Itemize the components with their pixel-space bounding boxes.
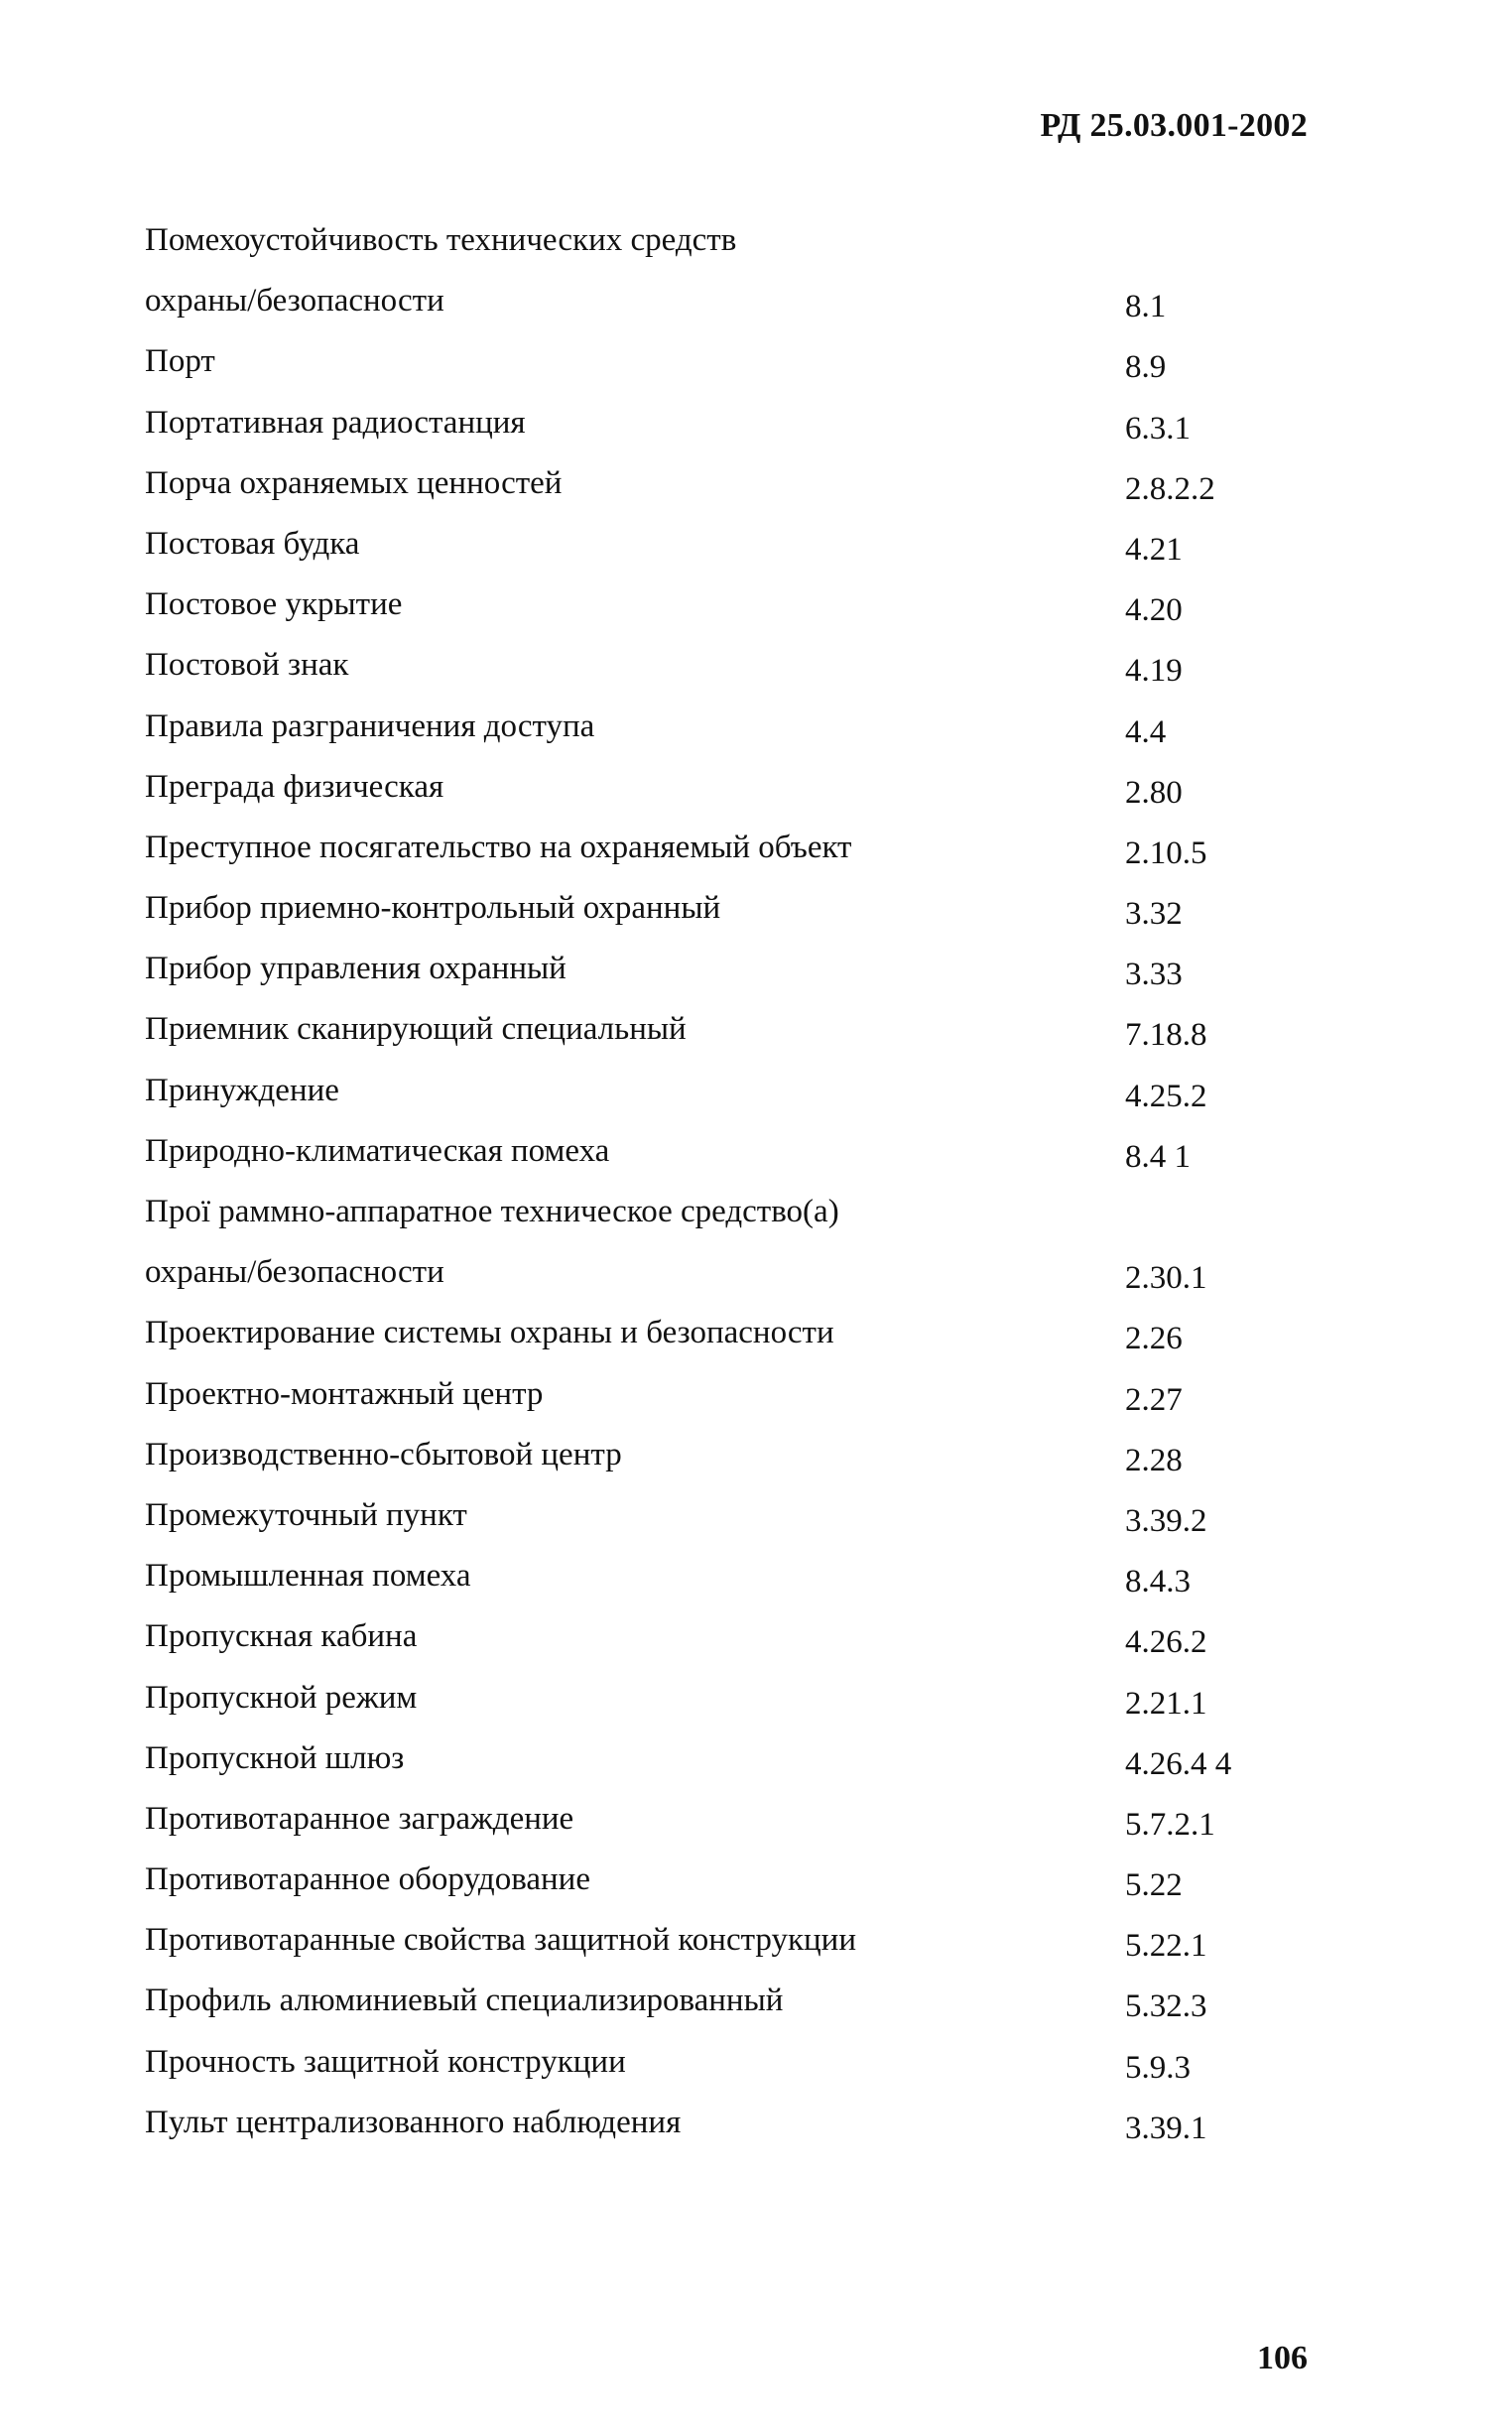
- entry-term: Преступное посягательство на охраняемый объект: [145, 829, 852, 865]
- entry-term: Прої раммно-аппаратное техническое средство(а): [145, 1194, 839, 1229]
- entry-section-ref: 4.19: [1125, 653, 1183, 690]
- entry-term: Принуждение: [145, 1072, 339, 1108]
- index-entry: [145, 1303, 1276, 1363]
- entry-section-ref: 5.22.1: [1125, 1928, 1207, 1965]
- entry-term: Пропускная кабина: [145, 1618, 418, 1655]
- entry-term: Проектирование системы охраны и безопасности: [145, 1315, 834, 1351]
- entry-section-ref: 5.32.3: [1125, 1988, 1207, 2025]
- index-entry: [145, 1121, 1276, 1182]
- entry-term: Порча охраняемых ценностей: [145, 464, 563, 501]
- entry-section-ref: 2.8.2.2: [1125, 470, 1215, 507]
- entry-term: Прибор управления охранный: [145, 951, 567, 987]
- entry-section-ref: 4.25.2: [1125, 1078, 1207, 1114]
- entry-section-ref: 2.26: [1125, 1321, 1183, 1357]
- entry-section-ref: 4.21: [1125, 531, 1183, 568]
- entry-term: Постовой знак: [145, 647, 349, 684]
- entry-section-ref: 2.21.1: [1125, 1685, 1207, 1722]
- index-entry: [145, 1425, 1276, 1485]
- index-entry: [145, 1061, 1276, 1121]
- entry-section-ref: 6.3.1: [1125, 410, 1191, 447]
- index-entry: [145, 818, 1276, 878]
- entry-term: Промежуточный пункт: [145, 1496, 467, 1533]
- entry-term: Пульт централизованного наблюдения: [145, 2104, 682, 2140]
- entry-term: Прочность защитной конструкции: [145, 2043, 626, 2080]
- entry-section-ref: 8.9: [1125, 349, 1167, 386]
- index-entry: [145, 1364, 1276, 1425]
- index-entry: [145, 1668, 1276, 1728]
- index-entry: [145, 1546, 1276, 1606]
- entry-term: Прибор приемно-контрольный охранный: [145, 890, 721, 927]
- entry-term: Правила разграничения доступа: [145, 707, 595, 744]
- entry-section-ref: 2.10.5: [1125, 834, 1207, 871]
- index-entry: [145, 939, 1276, 999]
- entry-section-ref: 3.39.2: [1125, 1502, 1207, 1539]
- index-entry: [145, 331, 1276, 392]
- index-entry: [145, 393, 1276, 453]
- entry-term: Портативная радиостанция: [145, 404, 526, 441]
- index-entry: [145, 1728, 1276, 1789]
- entry-section-ref: 5.9.3: [1125, 2049, 1191, 2086]
- document-code: РД 25.03.001-2002: [1040, 107, 1308, 144]
- entry-term: Промышленная помеха: [145, 1558, 471, 1595]
- entry-section-ref: 2.80: [1125, 774, 1183, 811]
- index-entry: [145, 2093, 1276, 2153]
- index-entry: [145, 757, 1276, 818]
- entry-section-ref: 2.28: [1125, 1442, 1183, 1478]
- entry-section-ref: 3.32: [1125, 896, 1183, 933]
- entry-term: Пропускной режим: [145, 1679, 418, 1716]
- index-entry: [145, 1789, 1276, 1850]
- index-entry: [145, 271, 1276, 331]
- index-entry: [145, 1242, 1276, 1303]
- entry-term: охраны/безопасности: [145, 283, 444, 320]
- page-number: 106: [1257, 2340, 1308, 2376]
- entry-section-ref: 4.26.2: [1125, 1624, 1207, 1661]
- entry-term: Производственно-сбытовой центр: [145, 1436, 622, 1472]
- index-entry: [145, 697, 1276, 757]
- entry-section-ref: 8.1: [1125, 289, 1167, 325]
- index-entry: [145, 1485, 1276, 1546]
- entry-term: Порт: [145, 343, 215, 380]
- index-entry: [145, 575, 1276, 635]
- entry-section-ref: 5.7.2.1: [1125, 1806, 1215, 1843]
- index-entry: [145, 514, 1276, 575]
- entry-term: Преграда физическая: [145, 768, 444, 805]
- index-entry: [145, 210, 1276, 271]
- entry-term: Природно-климатическая помеха: [145, 1132, 610, 1169]
- entry-section-ref: 4.26.4 4: [1125, 1745, 1232, 1782]
- entry-term: Помехоустойчивость технических средств: [145, 222, 737, 258]
- entry-term: Профиль алюминиевый специализированный: [145, 1983, 784, 2019]
- entry-section-ref: 8.4.3: [1125, 1564, 1191, 1600]
- entry-section-ref: 4.20: [1125, 592, 1183, 629]
- index-entry-list: [145, 210, 1276, 2153]
- entry-term: Приемник сканирующий специальный: [145, 1011, 687, 1048]
- entry-term: охраны/безопасности: [145, 1254, 444, 1291]
- index-entry: [145, 999, 1276, 1060]
- index-entry: [145, 1850, 1276, 1910]
- index-entry: [145, 1971, 1276, 2031]
- entry-term: Проектно-монтажный центр: [145, 1375, 544, 1412]
- entry-term: Постовое укрытие: [145, 586, 403, 623]
- index-entry: [145, 1910, 1276, 1971]
- entry-term: Противотаранные свойства защитной конструкции: [145, 1922, 856, 1959]
- entry-term: Противотаранное заграждение: [145, 1800, 574, 1837]
- entry-term: Пропускной шлюз: [145, 1739, 405, 1776]
- entry-section-ref: 3.39.1: [1125, 2110, 1207, 2146]
- entry-section-ref: 4.4: [1125, 713, 1167, 750]
- entry-section-ref: 8.4 1: [1125, 1138, 1191, 1175]
- index-entry: [145, 878, 1276, 939]
- entry-section-ref: 3.33: [1125, 957, 1183, 993]
- index-entry: [145, 635, 1276, 696]
- entry-section-ref: 2.30.1: [1125, 1260, 1207, 1297]
- index-entry: [145, 453, 1276, 514]
- entry-section-ref: 2.27: [1125, 1381, 1183, 1418]
- index-entry: [145, 1606, 1276, 1667]
- entry-term: Противотаранное оборудование: [145, 1861, 590, 1898]
- entry-section-ref: 7.18.8: [1125, 1017, 1207, 1054]
- entry-section-ref: 5.22: [1125, 1867, 1183, 1904]
- index-entry: [145, 2032, 1276, 2093]
- entry-term: Постовая будка: [145, 525, 360, 562]
- index-entry: [145, 1182, 1276, 1242]
